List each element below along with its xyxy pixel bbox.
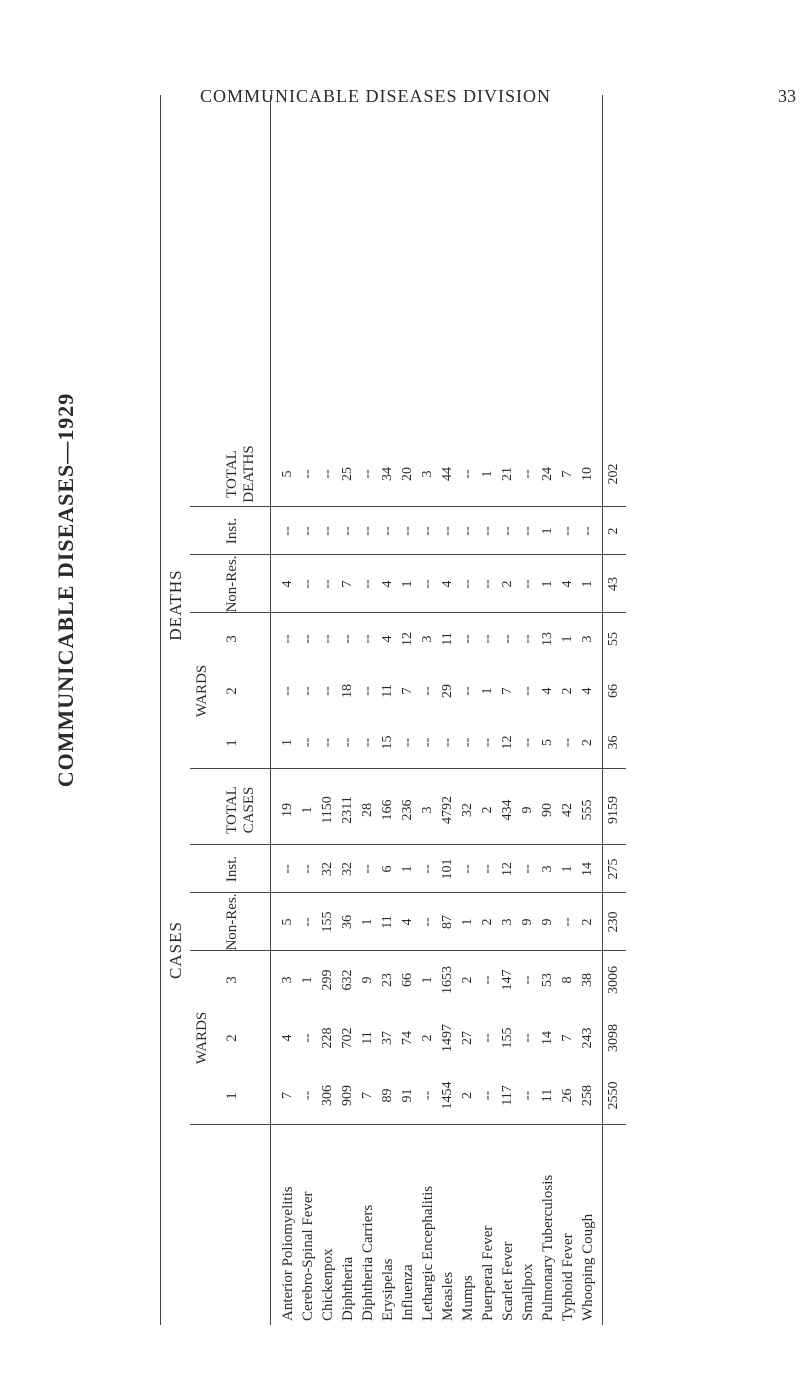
disease-table xyxy=(160,95,620,1325)
case-count-ward1: 11 xyxy=(540,1067,556,1125)
case-count-inst: -- xyxy=(460,864,475,874)
total-death-ward3: 55 xyxy=(606,632,621,646)
death-count-ward2: -- xyxy=(280,686,295,696)
death-count-total_deaths: 25 xyxy=(340,467,355,481)
death-count-ward1: -- xyxy=(300,717,316,769)
death-count-ward1: -- xyxy=(400,717,416,769)
case-count-ward2: 2 xyxy=(420,1034,435,1042)
case-count-ward2: 1497 xyxy=(440,1024,455,1052)
table-row xyxy=(458,441,478,1325)
hline-header xyxy=(270,95,271,1325)
death-count-ward2: 18 xyxy=(340,684,355,698)
table-row xyxy=(378,441,398,1325)
disease-name: Chickenpox xyxy=(319,1248,336,1321)
case-count-ward3: 53 xyxy=(540,973,555,987)
death-count-inst: -- xyxy=(460,526,475,536)
disease-name: Anterior Poliomyelitis xyxy=(279,1186,296,1321)
disease-name: Lethargic Encephalitis xyxy=(419,1185,436,1321)
death-count-non_res: -- xyxy=(300,579,315,589)
death-count-total_deaths: 7 xyxy=(560,470,575,478)
disease-name: Puerperal Fever xyxy=(479,1225,496,1321)
hline-top xyxy=(160,95,161,1325)
case-count-non_res: 11 xyxy=(380,915,395,929)
table-row xyxy=(518,441,538,1325)
death-count-ward2: -- xyxy=(420,686,435,696)
death-count-non_res: 7 xyxy=(340,580,355,588)
total-case-ward1: 2550 xyxy=(606,1067,622,1125)
case-count-inst: 3 xyxy=(540,865,555,873)
death-count-inst: -- xyxy=(300,526,315,536)
case-count-ward1: -- xyxy=(520,1067,536,1125)
death-count-ward1: -- xyxy=(420,717,436,769)
cases-group-label: CASES xyxy=(166,921,185,979)
death-count-ward3: 3 xyxy=(420,635,435,643)
case-count-non_res: 2 xyxy=(580,918,595,926)
death-count-ward1: -- xyxy=(360,717,376,769)
death-count-ward3: 13 xyxy=(540,632,555,646)
table-row xyxy=(318,441,338,1325)
case-count-ward3: 66 xyxy=(400,973,415,987)
disease-name: Scarlet Fever xyxy=(499,1241,516,1321)
total-case-non_res: 230 xyxy=(606,911,621,933)
case-count-non_res: -- xyxy=(560,917,575,927)
column-divider xyxy=(190,506,626,507)
death-count-non_res: -- xyxy=(520,579,535,589)
case-count-total_cases: 90 xyxy=(540,803,555,817)
case-count-ward1: -- xyxy=(300,1067,316,1125)
death-count-ward1: -- xyxy=(340,717,356,769)
deaths-group-label: DEATHS xyxy=(166,569,185,641)
case-count-ward1: 117 xyxy=(500,1067,516,1125)
case-count-ward3: 147 xyxy=(500,969,515,991)
cases-wards-label: WARDS xyxy=(194,1011,210,1065)
death-count-non_res: -- xyxy=(360,579,375,589)
death-count-ward3: 12 xyxy=(400,632,415,646)
case-count-ward2: 702 xyxy=(340,1027,355,1049)
death-count-non_res: -- xyxy=(320,579,335,589)
case-count-inst: 1 xyxy=(560,865,575,873)
death-count-total_deaths: -- xyxy=(520,469,535,479)
case-count-ward3: -- xyxy=(480,975,495,985)
case-count-total_cases: 4792 xyxy=(440,796,455,824)
disease-name: Influenza xyxy=(399,1264,416,1321)
running-header: COMMUNICABLE DISEASES DIVISION xyxy=(200,86,552,106)
case-count-total_cases: 166 xyxy=(380,799,395,821)
column-divider xyxy=(190,554,626,555)
case-count-total_cases: 434 xyxy=(500,799,515,821)
death-count-ward1: -- xyxy=(320,717,336,769)
death-count-inst: -- xyxy=(560,526,575,536)
death-count-ward1: 12 xyxy=(500,717,516,769)
death-count-ward3: 3 xyxy=(580,635,595,643)
death-count-non_res: -- xyxy=(480,579,495,589)
table-row xyxy=(438,441,458,1325)
column-divider xyxy=(190,950,626,951)
death-count-non_res: 1 xyxy=(540,580,555,588)
death-count-non_res: 4 xyxy=(440,580,455,588)
case-count-ward1: 91 xyxy=(400,1067,416,1125)
death-count-ward2: 2 xyxy=(560,687,575,695)
table-row xyxy=(558,441,578,1325)
deaths-col-ward3: 3 xyxy=(224,635,240,643)
case-count-total_cases: 3 xyxy=(420,806,435,814)
disease-name: Typhoid Fever xyxy=(559,1233,576,1321)
death-count-ward3: 11 xyxy=(440,632,455,646)
death-count-ward3: -- xyxy=(480,634,495,644)
case-count-non_res: 1 xyxy=(460,918,475,926)
case-count-ward3: 23 xyxy=(380,973,395,987)
death-count-total_deaths: 34 xyxy=(380,467,395,481)
table-row xyxy=(498,441,518,1325)
total-case-total_cases: 9159 xyxy=(606,796,621,824)
column-divider xyxy=(190,844,626,845)
death-count-total_deaths: -- xyxy=(460,469,475,479)
total-death-ward1: 36 xyxy=(606,717,622,769)
deaths-col-ward1: 1 xyxy=(224,739,240,747)
case-count-ward2: 74 xyxy=(400,1031,415,1045)
case-count-ward2: 37 xyxy=(380,1031,395,1045)
death-count-inst: -- xyxy=(580,526,595,536)
disease-name: Erysipelas xyxy=(379,1258,396,1321)
death-count-inst: -- xyxy=(400,526,415,536)
death-count-ward3: -- xyxy=(320,634,335,644)
case-count-non_res: 3 xyxy=(500,918,515,926)
table-row xyxy=(478,441,498,1325)
death-count-ward3: -- xyxy=(300,634,315,644)
death-count-ward1: -- xyxy=(480,717,496,769)
case-count-ward1: 7 xyxy=(360,1067,376,1125)
deaths-col-total_deaths: TOTAL DEATHS xyxy=(224,445,257,503)
deaths-col-non_res: Non-Res. xyxy=(224,555,240,613)
death-count-inst: 1 xyxy=(540,527,555,535)
column-divider xyxy=(190,892,626,893)
column-divider xyxy=(190,1124,626,1125)
case-count-non_res: -- xyxy=(420,917,435,927)
death-count-total_deaths: -- xyxy=(320,469,335,479)
disease-name: Pulmonary Tuberculosis xyxy=(539,1174,556,1321)
case-count-ward2: 11 xyxy=(360,1031,375,1045)
total-case-inst: 275 xyxy=(606,858,621,880)
death-count-ward3: -- xyxy=(500,634,515,644)
case-count-ward1: 89 xyxy=(380,1067,396,1125)
case-count-total_cases: 236 xyxy=(400,799,415,821)
case-count-ward1: 1454 xyxy=(440,1067,456,1125)
case-count-ward3: 3 xyxy=(280,976,295,984)
death-count-non_res: -- xyxy=(420,579,435,589)
death-count-ward1: 2 xyxy=(580,717,596,769)
death-count-total_deaths: 3 xyxy=(420,470,435,478)
hline-totals xyxy=(602,95,603,1325)
case-count-inst: -- xyxy=(480,864,495,874)
death-count-total_deaths: -- xyxy=(360,469,375,479)
case-count-ward2: -- xyxy=(300,1033,315,1043)
case-count-ward3: 632 xyxy=(340,969,355,991)
case-count-ward2: 155 xyxy=(500,1027,515,1049)
death-count-ward3: 1 xyxy=(560,635,575,643)
case-count-inst: 14 xyxy=(580,862,595,876)
deaths-col-inst: Inst. xyxy=(224,517,240,545)
total-death-inst: 2 xyxy=(606,527,621,535)
death-count-total_deaths: 1 xyxy=(480,470,495,478)
death-count-inst: -- xyxy=(500,526,515,536)
case-count-ward2: -- xyxy=(520,1033,535,1043)
case-count-ward1: 909 xyxy=(340,1067,356,1125)
case-count-ward3: 1653 xyxy=(440,966,455,994)
death-count-inst: -- xyxy=(520,526,535,536)
case-count-ward1: -- xyxy=(420,1067,436,1125)
table-row xyxy=(278,441,298,1325)
column-divider xyxy=(190,768,626,769)
cases-col-inst: Inst. xyxy=(224,855,240,883)
case-count-ward1: 258 xyxy=(580,1067,596,1125)
case-count-ward1: 26 xyxy=(560,1067,576,1125)
case-count-ward3: 1 xyxy=(300,976,315,984)
death-count-inst: -- xyxy=(480,526,495,536)
case-count-total_cases: 1 xyxy=(300,806,315,814)
death-count-non_res: 4 xyxy=(380,580,395,588)
death-count-ward1: 1 xyxy=(280,717,296,769)
case-count-ward1: 2 xyxy=(460,1067,476,1125)
case-count-inst: 6 xyxy=(380,865,395,873)
death-count-total_deaths: -- xyxy=(300,469,315,479)
death-count-ward2: -- xyxy=(460,686,475,696)
case-count-ward2: 14 xyxy=(540,1031,555,1045)
case-count-non_res: 9 xyxy=(520,918,535,926)
case-count-non_res: 5 xyxy=(280,918,295,926)
case-count-total_cases: 19 xyxy=(280,803,295,817)
cases-col-ward3: 3 xyxy=(224,976,240,984)
death-count-total_deaths: 5 xyxy=(280,470,295,478)
death-count-ward1: 15 xyxy=(380,717,396,769)
case-count-total_cases: 28 xyxy=(360,803,375,817)
case-count-ward3: -- xyxy=(520,975,535,985)
death-count-ward2: -- xyxy=(300,686,315,696)
case-count-total_cases: 9 xyxy=(520,806,535,814)
disease-name: Measles xyxy=(439,1271,456,1321)
case-count-non_res: 155 xyxy=(320,911,335,933)
case-count-total_cases: 2311 xyxy=(340,796,355,824)
case-count-ward2: 4 xyxy=(280,1034,295,1042)
case-count-inst: 32 xyxy=(320,862,335,876)
case-count-inst: 32 xyxy=(340,862,355,876)
case-count-ward3: 1 xyxy=(420,976,435,984)
table-row xyxy=(358,441,378,1325)
death-count-total_deaths: 21 xyxy=(500,467,515,481)
deaths-col-ward2: 2 xyxy=(224,687,240,695)
case-count-inst: -- xyxy=(360,864,375,874)
case-count-ward2: -- xyxy=(480,1033,495,1043)
death-count-ward3: -- xyxy=(460,634,475,644)
case-count-total_cases: 32 xyxy=(460,803,475,817)
case-count-non_res: -- xyxy=(300,917,315,927)
case-count-inst: 101 xyxy=(440,858,455,880)
disease-name: Whooping Cough xyxy=(579,1213,596,1321)
death-count-ward3: -- xyxy=(280,634,295,644)
case-count-non_res: 9 xyxy=(540,918,555,926)
death-count-non_res: 4 xyxy=(560,580,575,588)
case-count-non_res: 1 xyxy=(360,918,375,926)
deaths-wards-label: WARDS xyxy=(194,664,210,718)
death-count-ward2: 1 xyxy=(480,687,495,695)
case-count-ward2: 27 xyxy=(460,1031,475,1045)
case-count-non_res: 2 xyxy=(480,918,495,926)
death-count-non_res: 1 xyxy=(580,580,595,588)
death-count-ward2: 7 xyxy=(500,687,515,695)
case-count-ward2: 228 xyxy=(320,1027,335,1049)
table-row xyxy=(538,441,558,1325)
death-count-inst: -- xyxy=(380,526,395,536)
total-case-ward3: 3006 xyxy=(606,966,621,994)
death-count-ward3: 4 xyxy=(380,635,395,643)
death-count-total_deaths: 44 xyxy=(440,467,455,481)
cases-col-non_res: Non-Res. xyxy=(224,893,240,951)
case-count-ward3: 299 xyxy=(320,969,335,991)
case-count-ward3: 8 xyxy=(560,976,575,984)
case-count-inst: -- xyxy=(420,864,435,874)
disease-name: Diphtheria Carriers xyxy=(359,1204,376,1321)
table-row xyxy=(338,441,358,1325)
disease-name: Diphtheria xyxy=(339,1256,356,1321)
case-count-inst: 12 xyxy=(500,862,515,876)
death-count-ward2: 7 xyxy=(400,687,415,695)
death-count-ward1: -- xyxy=(520,717,536,769)
case-count-inst: -- xyxy=(280,864,295,874)
column-divider xyxy=(190,612,626,613)
case-count-ward1: 306 xyxy=(320,1067,336,1125)
table-row xyxy=(398,441,418,1325)
case-count-ward1: -- xyxy=(480,1067,496,1125)
side-title: COMMUNICABLE DISEASES—1929 xyxy=(53,392,78,788)
case-count-non_res: 36 xyxy=(340,915,355,929)
case-count-non_res: 87 xyxy=(440,915,455,929)
death-count-non_res: 1 xyxy=(400,580,415,588)
death-count-inst: -- xyxy=(440,526,455,536)
disease-name: Cerebro-Spinal Fever xyxy=(299,1191,316,1321)
death-count-ward3: -- xyxy=(360,634,375,644)
death-count-total_deaths: 24 xyxy=(540,467,555,481)
death-count-total_deaths: 10 xyxy=(580,467,595,481)
death-count-ward2: 4 xyxy=(540,687,555,695)
total-case-ward2: 3098 xyxy=(606,1024,621,1052)
death-count-inst: -- xyxy=(420,526,435,536)
disease-name: Smallpox xyxy=(519,1263,536,1321)
death-count-ward1: -- xyxy=(460,717,476,769)
death-count-ward1: 5 xyxy=(540,717,556,769)
death-count-ward2: -- xyxy=(320,686,335,696)
total-death-non_res: 43 xyxy=(606,577,621,591)
death-count-non_res: -- xyxy=(460,579,475,589)
death-count-ward2: 11 xyxy=(380,684,395,698)
case-count-ward2: 7 xyxy=(560,1034,575,1042)
death-count-inst: -- xyxy=(280,526,295,536)
death-count-ward3: -- xyxy=(340,634,355,644)
death-count-ward2: 29 xyxy=(440,684,455,698)
case-count-inst: 1 xyxy=(400,865,415,873)
case-count-inst: -- xyxy=(520,864,535,874)
death-count-ward2: -- xyxy=(360,686,375,696)
case-count-ward3: 2 xyxy=(460,976,475,984)
disease-name: Mumps xyxy=(459,1275,476,1321)
death-count-ward2: -- xyxy=(520,686,535,696)
case-count-ward1: 7 xyxy=(280,1067,296,1125)
death-count-ward1: -- xyxy=(560,717,576,769)
death-count-inst: -- xyxy=(320,526,335,536)
case-count-ward3: 9 xyxy=(360,976,375,984)
death-count-non_res: 4 xyxy=(280,580,295,588)
death-count-non_res: 2 xyxy=(500,580,515,588)
death-count-ward1: -- xyxy=(440,717,456,769)
table-row xyxy=(578,441,598,1325)
case-count-total_cases: 555 xyxy=(580,799,595,821)
death-count-inst: -- xyxy=(340,526,355,536)
cases-col-total_cases: TOTAL CASES xyxy=(224,786,257,834)
total-death-ward2: 66 xyxy=(606,684,621,698)
case-count-ward3: 38 xyxy=(580,973,595,987)
death-count-total_deaths: 20 xyxy=(400,467,415,481)
death-count-inst: -- xyxy=(360,526,375,536)
totals-row xyxy=(604,441,624,1325)
case-count-non_res: 4 xyxy=(400,918,415,926)
case-count-ward2: 243 xyxy=(580,1027,595,1049)
table-row xyxy=(298,441,318,1325)
case-count-total_cases: 42 xyxy=(560,803,575,817)
cases-col-ward2: 2 xyxy=(224,1034,240,1042)
death-count-ward2: 4 xyxy=(580,687,595,695)
death-count-ward3: -- xyxy=(520,634,535,644)
total-death-total_deaths: 202 xyxy=(606,463,621,485)
page-number: 33 xyxy=(778,86,796,106)
case-count-total_cases: 1150 xyxy=(320,796,335,824)
table-row xyxy=(418,441,438,1325)
case-count-total_cases: 2 xyxy=(480,806,495,814)
cases-col-ward1: 1 xyxy=(224,1092,240,1100)
case-count-inst: -- xyxy=(300,864,315,874)
